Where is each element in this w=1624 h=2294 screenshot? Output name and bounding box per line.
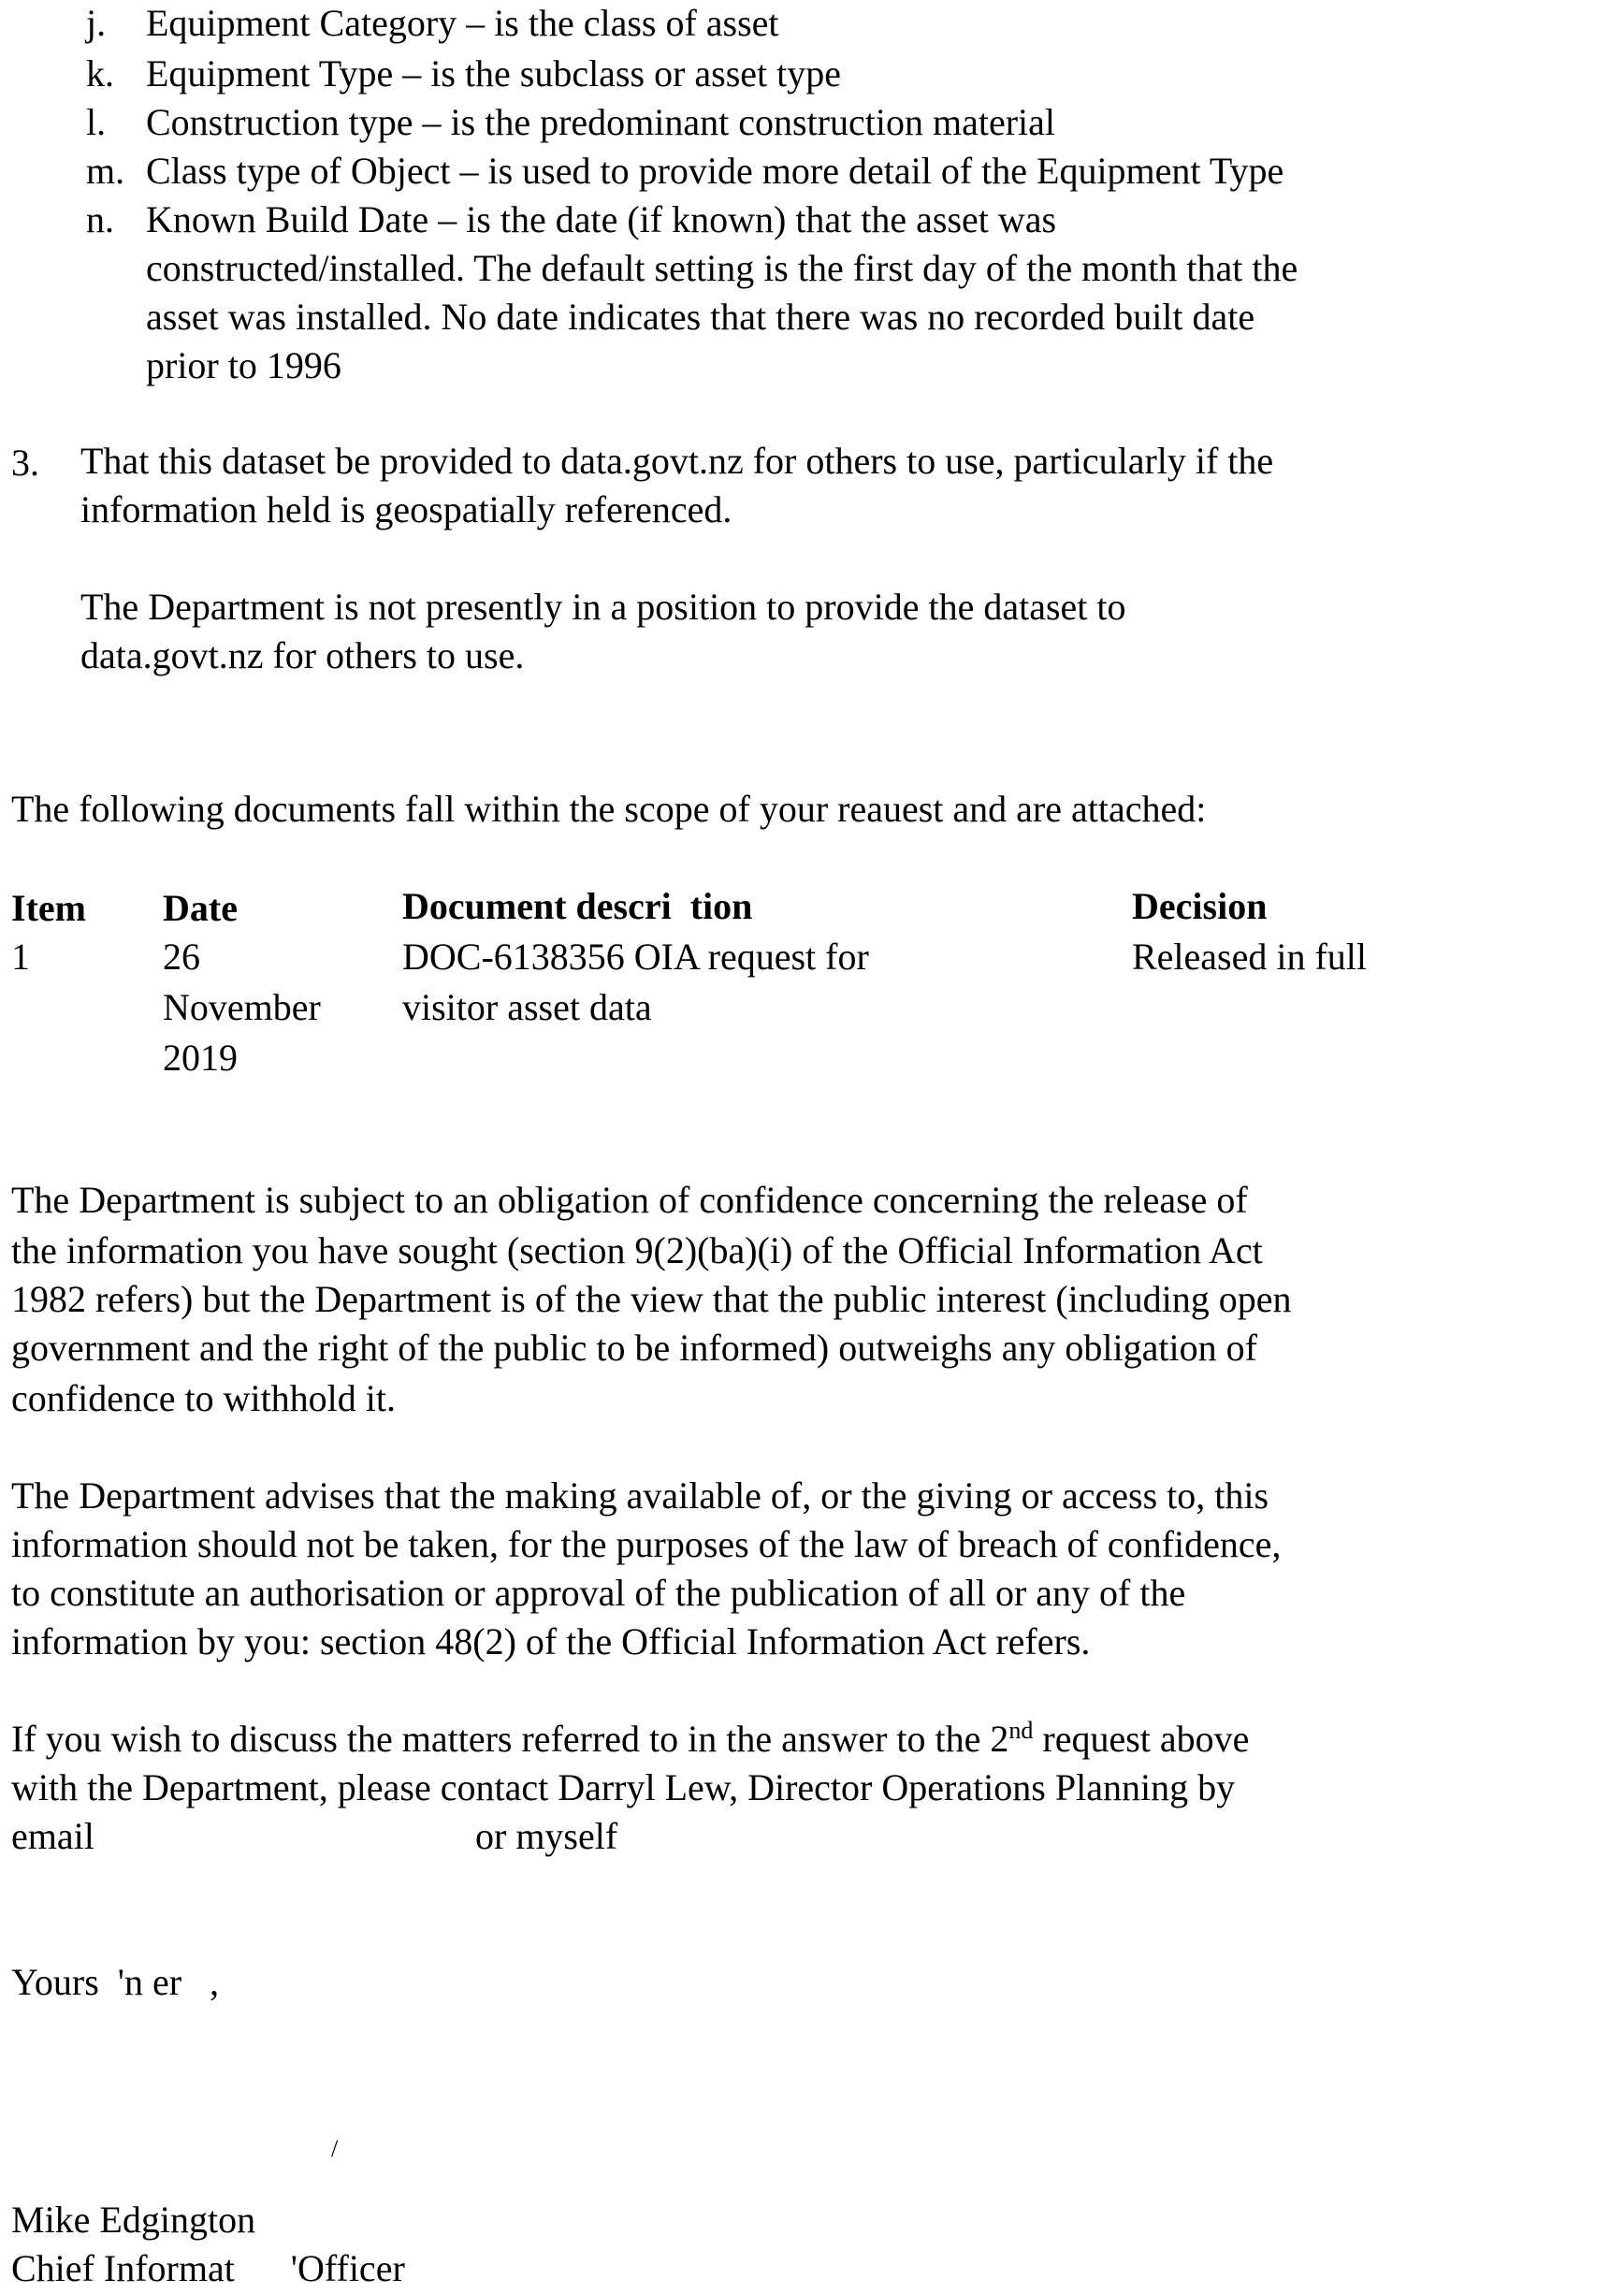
- list-text: Equipment Type – is the subclass or asset type: [146, 52, 842, 94]
- list-text: constructed/installed. The default setting is the first day of the month that the: [146, 247, 1298, 289]
- table-cell-item: 1: [11, 936, 30, 978]
- list-marker: n.: [86, 198, 114, 240]
- paragraph-line: 1982 refers) but the Department is of the view that the public interest (including open: [11, 1278, 1292, 1320]
- request-response: The Department is not presently in a position to provide the dataset to: [80, 586, 1126, 628]
- signatory-name: Mike Edgington: [11, 2199, 256, 2241]
- list-text: Equipment Category – is the class of asset: [146, 2, 779, 44]
- signatory-title: Chief Informat 'Officer: [11, 2247, 405, 2289]
- table-header-decision: Decision: [1132, 885, 1268, 927]
- documents-intro: The following documents fall within the scope of your reauest and are attached:: [11, 788, 1207, 830]
- paragraph-line: information should not be taken, for the purposes of the law of breach of confidence,: [11, 1523, 1282, 1565]
- list-text: Known Build Date – is the date (if known) that the asset was: [146, 198, 1057, 240]
- contact-text: request above: [1033, 1718, 1250, 1760]
- paragraph-line: confidence to withhold it.: [11, 1377, 397, 1419]
- list-marker: m.: [86, 150, 125, 192]
- list-text: Construction type – is the predominant construction material: [146, 101, 1056, 143]
- list-text: prior to 1996: [146, 344, 341, 386]
- paragraph-line: government and the right of the public to be informed) outweighs any obligation of: [11, 1327, 1257, 1369]
- list-marker: k.: [86, 52, 114, 94]
- contact-or-myself: or myself: [475, 1815, 618, 1857]
- ordinal-suffix: nd: [1008, 1717, 1034, 1744]
- paragraph-line: to constitute an authorisation or approval of the publication of all or any of the: [11, 1572, 1186, 1614]
- list-marker: j.: [86, 2, 107, 44]
- request-number: 3.: [11, 442, 39, 484]
- table-header-date: Date: [163, 887, 238, 929]
- table-cell-description: visitor asset data: [402, 986, 652, 1028]
- paragraph-line: The Department is subject to an obligation of confidence concerning the release of: [11, 1179, 1248, 1221]
- contact-email-label: email: [11, 1815, 94, 1857]
- table-header-description: Document descri tion: [402, 885, 753, 927]
- request-text: information held is geospatially referenced.: [80, 488, 732, 530]
- paragraph-line: [11, 1714, 1249, 1764]
- table-cell-decision: Released in full: [1132, 936, 1368, 978]
- table-cell-description: DOC-6138356 OIA request for: [402, 936, 869, 978]
- request-response: data.govt.nz for others to use.: [80, 634, 525, 676]
- list-marker: l.: [86, 101, 107, 143]
- table-cell-date: 26: [163, 936, 200, 978]
- signature-mark: /: [331, 2135, 339, 2162]
- list-text: asset was installed. No date indicates that there was no recorded built date: [146, 296, 1255, 338]
- table-header-item: Item: [11, 887, 86, 929]
- paragraph-line: the information you have sought (section 9(2)(ba)(i) of the Official Information Act: [11, 1229, 1263, 1271]
- closing: Yours 'n er ,: [11, 1961, 220, 2003]
- table-cell-date: November: [163, 986, 321, 1028]
- paragraph-line: information by you: section 48(2) of the Official Information Act refers.: [11, 1620, 1091, 1662]
- list-text: Class type of Object – is used to provide more detail of the Equipment Type: [146, 150, 1284, 192]
- contact-text: If you wish to discuss the matters referred to in the answer to the 2: [11, 1718, 1009, 1760]
- table-cell-date: 2019: [163, 1037, 238, 1079]
- paragraph-line: with the Department, please contact Darryl Lew, Director Operations Planning by: [11, 1766, 1236, 1808]
- paragraph-line: The Department advises that the making available of, or the giving or access to, this: [11, 1474, 1269, 1517]
- request-text: That this dataset be provided to data.govt.nz for others to use, particularly if the: [80, 440, 1274, 482]
